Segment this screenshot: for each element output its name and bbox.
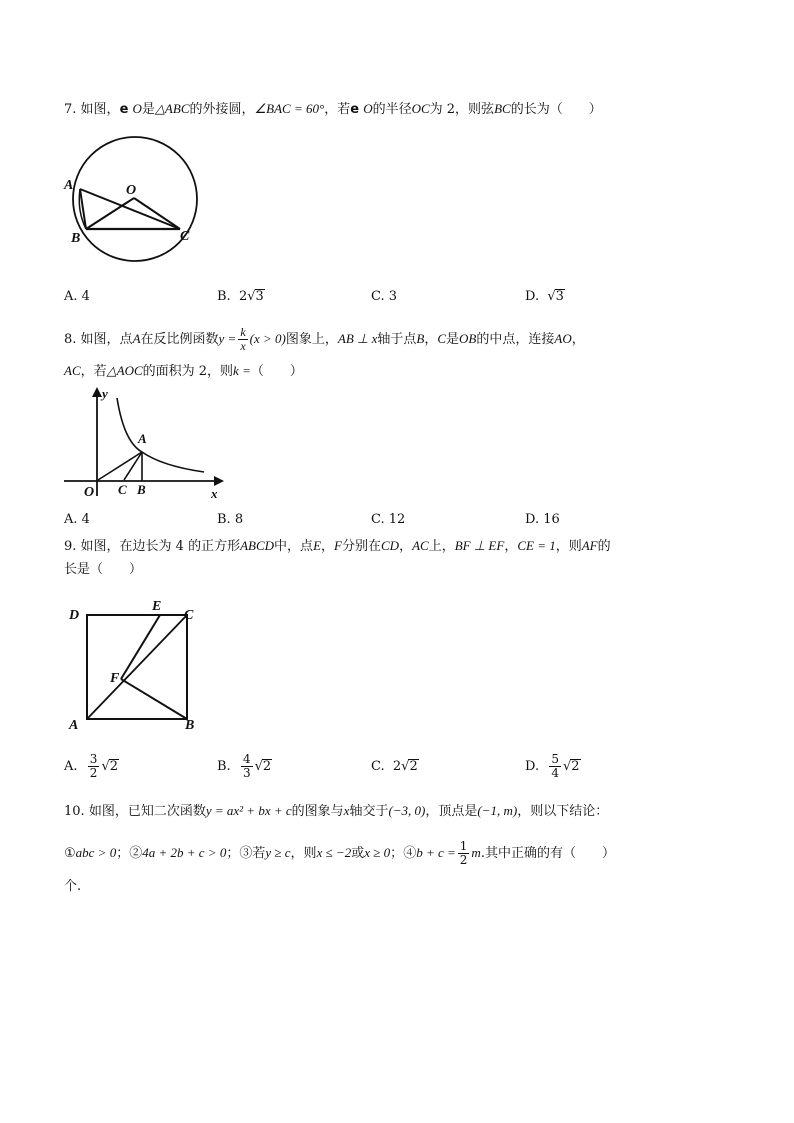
q9-option-d[interactable]: D. $\frac{5}{4}$ √2 bbox=[525, 752, 580, 780]
q8-option-a[interactable]: A. 4 bbox=[64, 512, 90, 527]
q9-segment-bf bbox=[121, 679, 187, 719]
q7-label-o: O bbox=[126, 183, 137, 198]
q7-label-c: C bbox=[180, 229, 190, 244]
q8-figure bbox=[62, 384, 232, 502]
q7-option-c[interactable]: C. 3 bbox=[371, 289, 398, 304]
q7-option-b[interactable]: B. 2√3 bbox=[217, 289, 264, 304]
q8-option-d[interactable]: D. 16 bbox=[525, 512, 560, 527]
q8-label-a: A bbox=[138, 431, 147, 446]
q8-function-fraction: $\frac{k}{x}$ bbox=[240, 325, 246, 353]
q8-option-b[interactable]: B. 8 bbox=[217, 512, 244, 527]
q8-stem-line2: AC，若△AOC的面积为 2，则k =（ ） bbox=[64, 363, 303, 379]
q8-label-o: O bbox=[84, 485, 95, 500]
q7-label-a: A bbox=[64, 178, 74, 193]
q8-label-x: x bbox=[211, 486, 218, 501]
q9-label-b: B bbox=[185, 718, 195, 733]
q7-figure bbox=[62, 136, 212, 264]
q8-label-b: B bbox=[137, 482, 146, 497]
q9-label-e: E bbox=[152, 599, 162, 614]
q7-option-d[interactable]: D. √3 bbox=[525, 289, 564, 304]
q9-label-c: C bbox=[184, 608, 194, 623]
q9-segment-ef bbox=[121, 615, 160, 679]
q9-option-c[interactable]: C. 2√2 bbox=[371, 759, 418, 774]
q9-figure bbox=[64, 597, 204, 733]
q10-fraction-half: $\frac{1}{2}$ bbox=[459, 839, 468, 867]
circle-symbol-2: e bbox=[350, 102, 360, 117]
q9-label-a: A bbox=[69, 718, 79, 733]
q8-option-c[interactable]: C. 12 bbox=[371, 512, 406, 527]
q9-label-d: D bbox=[69, 608, 80, 623]
q7-option-a[interactable]: A. 4 bbox=[64, 289, 90, 304]
q9-label-f: F bbox=[110, 671, 120, 686]
q8-stem-line1: 8. 如图，点A在反比例函数y = $\frac{k}{x}$ (x > 0)图象上，AB ⊥ x轴于点B，C是OB的中点，连接AO， bbox=[64, 325, 585, 353]
q10-stem-line2: ①abc > 0；②4a + 2b + c > 0；③若y ≥ c，则x ≤ −2或x ≥ 0；④b + c = $\frac{1}{2}$ m.其中正确的有（ ） bbox=[64, 839, 615, 867]
q8-y-arrow bbox=[92, 387, 102, 397]
q7-segment-ob bbox=[86, 198, 134, 229]
q7-stem: 7. 如图，e O是△ABC的外接圆，∠BAC = 60°，若e O的半径OC为 2，则弦BC的长为（ ） bbox=[64, 101, 602, 117]
q9-option-a[interactable]: A. $\frac{3}{2}$ √2 bbox=[64, 752, 119, 780]
q9-option-b[interactable]: B. $\frac{4}{3}$ √2 bbox=[217, 752, 272, 780]
circle-symbol: e bbox=[119, 102, 129, 117]
q9-stem-line2: 长是（ ） bbox=[64, 562, 143, 577]
q8-segment-ac bbox=[124, 452, 142, 480]
q8-hyperbola bbox=[117, 398, 204, 472]
q9-diagonal-ac bbox=[87, 615, 187, 719]
q8-segment-ao bbox=[98, 452, 142, 480]
q9-stem-line1: 9. 如图，在边长为 4 的正方形ABCD中，点E，F分别在CD，AC上，BF ⊥ EF，CE = 1，则AF的 bbox=[64, 538, 611, 554]
q7-label-b: B bbox=[71, 231, 81, 246]
q8-x-arrow bbox=[214, 476, 224, 486]
q10-stem-line1: 10. 如图，已知二次函数y = ax² + bx + c的图象与x轴交于(−3, 0)，顶点是(−1, m)，则以下结论： bbox=[64, 803, 609, 819]
q8-label-c: C bbox=[118, 482, 127, 497]
q8-label-y: y bbox=[102, 386, 108, 401]
q10-stem-line3: 个. bbox=[64, 879, 82, 894]
